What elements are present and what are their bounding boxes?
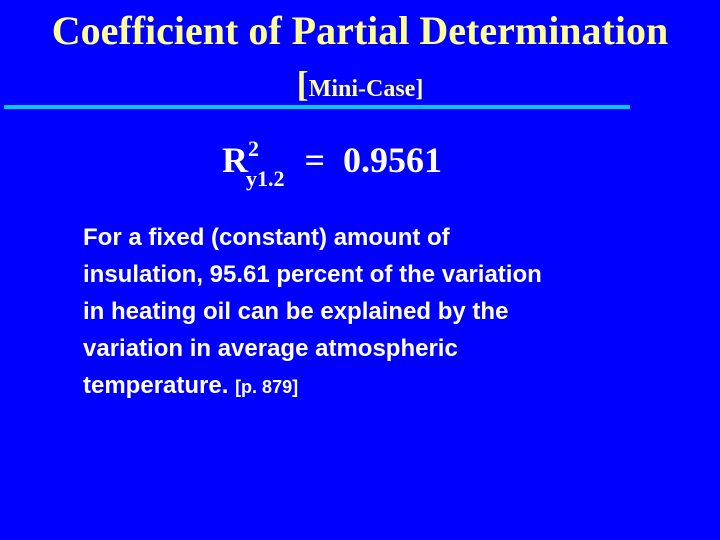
subtitle-open-bracket: [ bbox=[296, 64, 309, 104]
body-line: For a fixed (constant) amount of bbox=[83, 224, 450, 251]
body-line-text: temperature. bbox=[83, 372, 236, 399]
equation-operator: = bbox=[304, 140, 326, 180]
interpretation-text bbox=[83, 219, 683, 406]
body-line: in heating oil can be explained by the bbox=[83, 298, 509, 325]
body-line: insulation, 95.61 percent of the variation bbox=[83, 261, 542, 288]
page-reference: [p. 879] bbox=[235, 377, 299, 397]
equation-symbol: R bbox=[222, 140, 248, 180]
body-line-last bbox=[83, 367, 683, 406]
title-underline-rule bbox=[4, 105, 630, 109]
equation-superscript: 2 bbox=[248, 136, 259, 161]
slide-title: Coefficient of Partial Determination bbox=[51, 8, 669, 53]
equation-subscript: y1.2 bbox=[246, 166, 285, 191]
equation-value: 0.9561 bbox=[343, 140, 443, 180]
equation bbox=[222, 136, 443, 191]
body-line: variation in average atmospheric bbox=[83, 335, 458, 362]
subtitle-text: Mini-Case] bbox=[308, 76, 424, 102]
